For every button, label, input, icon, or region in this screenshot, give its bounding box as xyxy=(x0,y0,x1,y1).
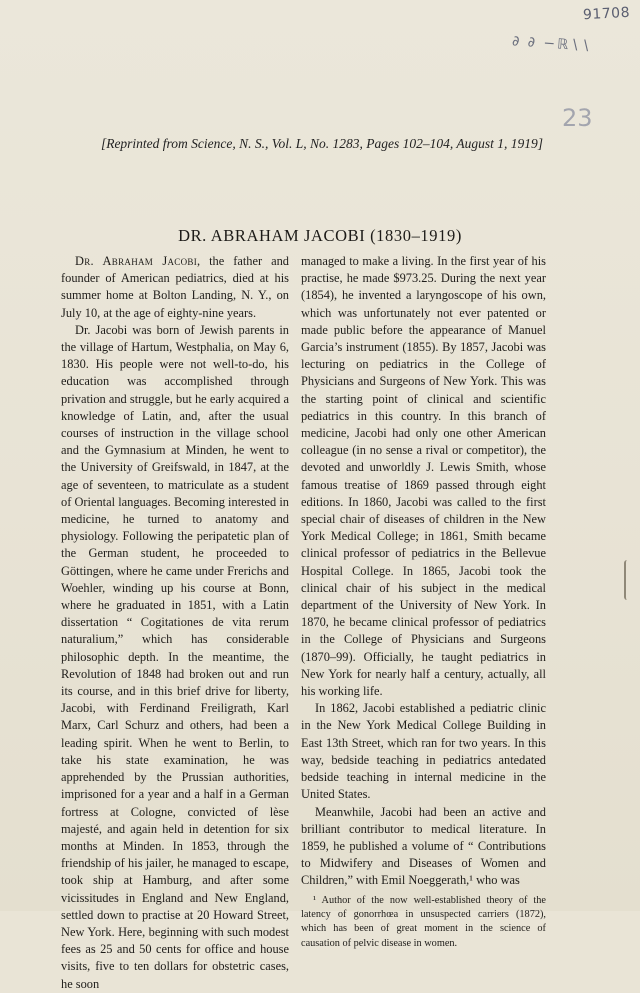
left-column xyxy=(61,253,289,993)
paragraph-1-text: , the father and founder of American pediatrics, died at his summer home at Bolton Landing, N. Y., on July 10, at the age of eighty-nine years. xyxy=(61,254,289,320)
footnote: ¹ Author of the now well-established theory of the latency of gonorrhœa in unsuspected carriers (1872), which has been of great moment in the science of causation of pelvic disease in women. xyxy=(301,894,546,949)
paragraph-2: Dr. Jacobi was born of Jewish parents in the village of Hartum, Westphalia, on May 6, 1830. His people were not well-to-do, his education was accomplished through privation and struggle, but he early acquired a knowledge of Latin, and, after the usual courses of instruction in the village school and the Gymnasium at Minden, he went to the University of Greifswald, in 1847, at the age of seventeen, to matriculate as a student of Oriental languages. Becoming interested in medicine, he turned to anatomy and physiology. Following the peripatetic plan of the German student, he proceeded to Göttingen, where he came under Frerichs and Woehler, winding up his course at Bonn, where he graduated in 1851, with a Latin dissertation “ Cogitationes de vita rerum naturalium,” which has considerable philosophic depth. In the meantime, the Revolution of 1848 had broken out and run its course, and in this brief drive for liberty, Jacobi, with Ferdinand Freiligrath, Karl Marx, Carl Schurz and others, had been a leading spirit. When he went to Berlin, to take his state examination, he was apprehended by the Prussian authorities, imprisoned for a year and a half in a German fortress at Cologne, convicted of lèse majesté, and again held in detention for six months at Minden. In 1853, through the friendship of his jailer, he managed to escape, took ship at Hamburg, and after some vicissitudes in England and New England, settled down to practise at 20 Howard Street, New York. Here, beginning with such modest fees as 25 and 50 cents for office and house visits, five to ten dollars for obstetric cases, he soon xyxy=(61,322,289,991)
handwritten-accession-number: 91708 xyxy=(582,4,631,24)
handwritten-page-number: 23 xyxy=(562,104,593,132)
article-title: DR. ABRAHAM JACOBI (1830–1919) xyxy=(178,226,462,245)
paragraph-3: managed to make a living. In the first year of his practise, he made $973.25. During the next year (1854), he invented a laryngoscope of his own, which was unfortunately not ever patented or made public before the appearance of Manuel Garcia’s instrument (1855). By 1857, Jacobi was lecturing on pediatrics in the College of Physicians and Surgeons of New York. This was the starting point of clinical and scientific pediatrics in this country. In this branch of medicine, Jacobi had only one other American colleague (in no sense a rival or competitor), the devoted and unworldly J. Lewis Smith, whose famous treatise of 1869 passed through eight editions. In 1860, Jacobi was called to the first special chair of diseases of children in the New York Medical College; in 1861, Smith became clinical professor of pediatrics in the Bellevue Hospital College. In 1865, Jacobi took the clinical chair of his subject in the medical department of the University of New York. In 1870, he became clinical professor of pediatrics in the College of Physicians and Surgeons (1870–99). Officially, he taught pediatrics in New York for nearly half a century, actually, all his working life. xyxy=(301,254,546,699)
right-column xyxy=(301,253,546,951)
handwritten-shelf-mark: ∂ ∂ −ℝ∖∖ xyxy=(511,33,593,55)
margin-pencil-mark xyxy=(624,560,630,600)
lead-name: Dr. Abraham Jacobi xyxy=(75,254,198,268)
reprint-citation: [Reprinted from Science, N. S., Vol. L, No. 1283, Pages 102–104, August 1, 1919] xyxy=(100,136,544,151)
paragraph-4: In 1862, Jacobi established a pediatric clinic in the New York Medical College Building in East 13th Street, which ran for two years. In this way, bedside teaching in pediatrics antedated bedside teaching in internal medicine in the United States. xyxy=(301,701,546,802)
paragraph-1 xyxy=(61,253,289,322)
paragraph-5: Meanwhile, Jacobi had been an active and brilliant contributor to medical literature. In 1859, he published a volume of “ Contributions to Midwifery and Diseases of Women and Children,” with Emil Noeggerath,¹ who was xyxy=(301,804,546,888)
